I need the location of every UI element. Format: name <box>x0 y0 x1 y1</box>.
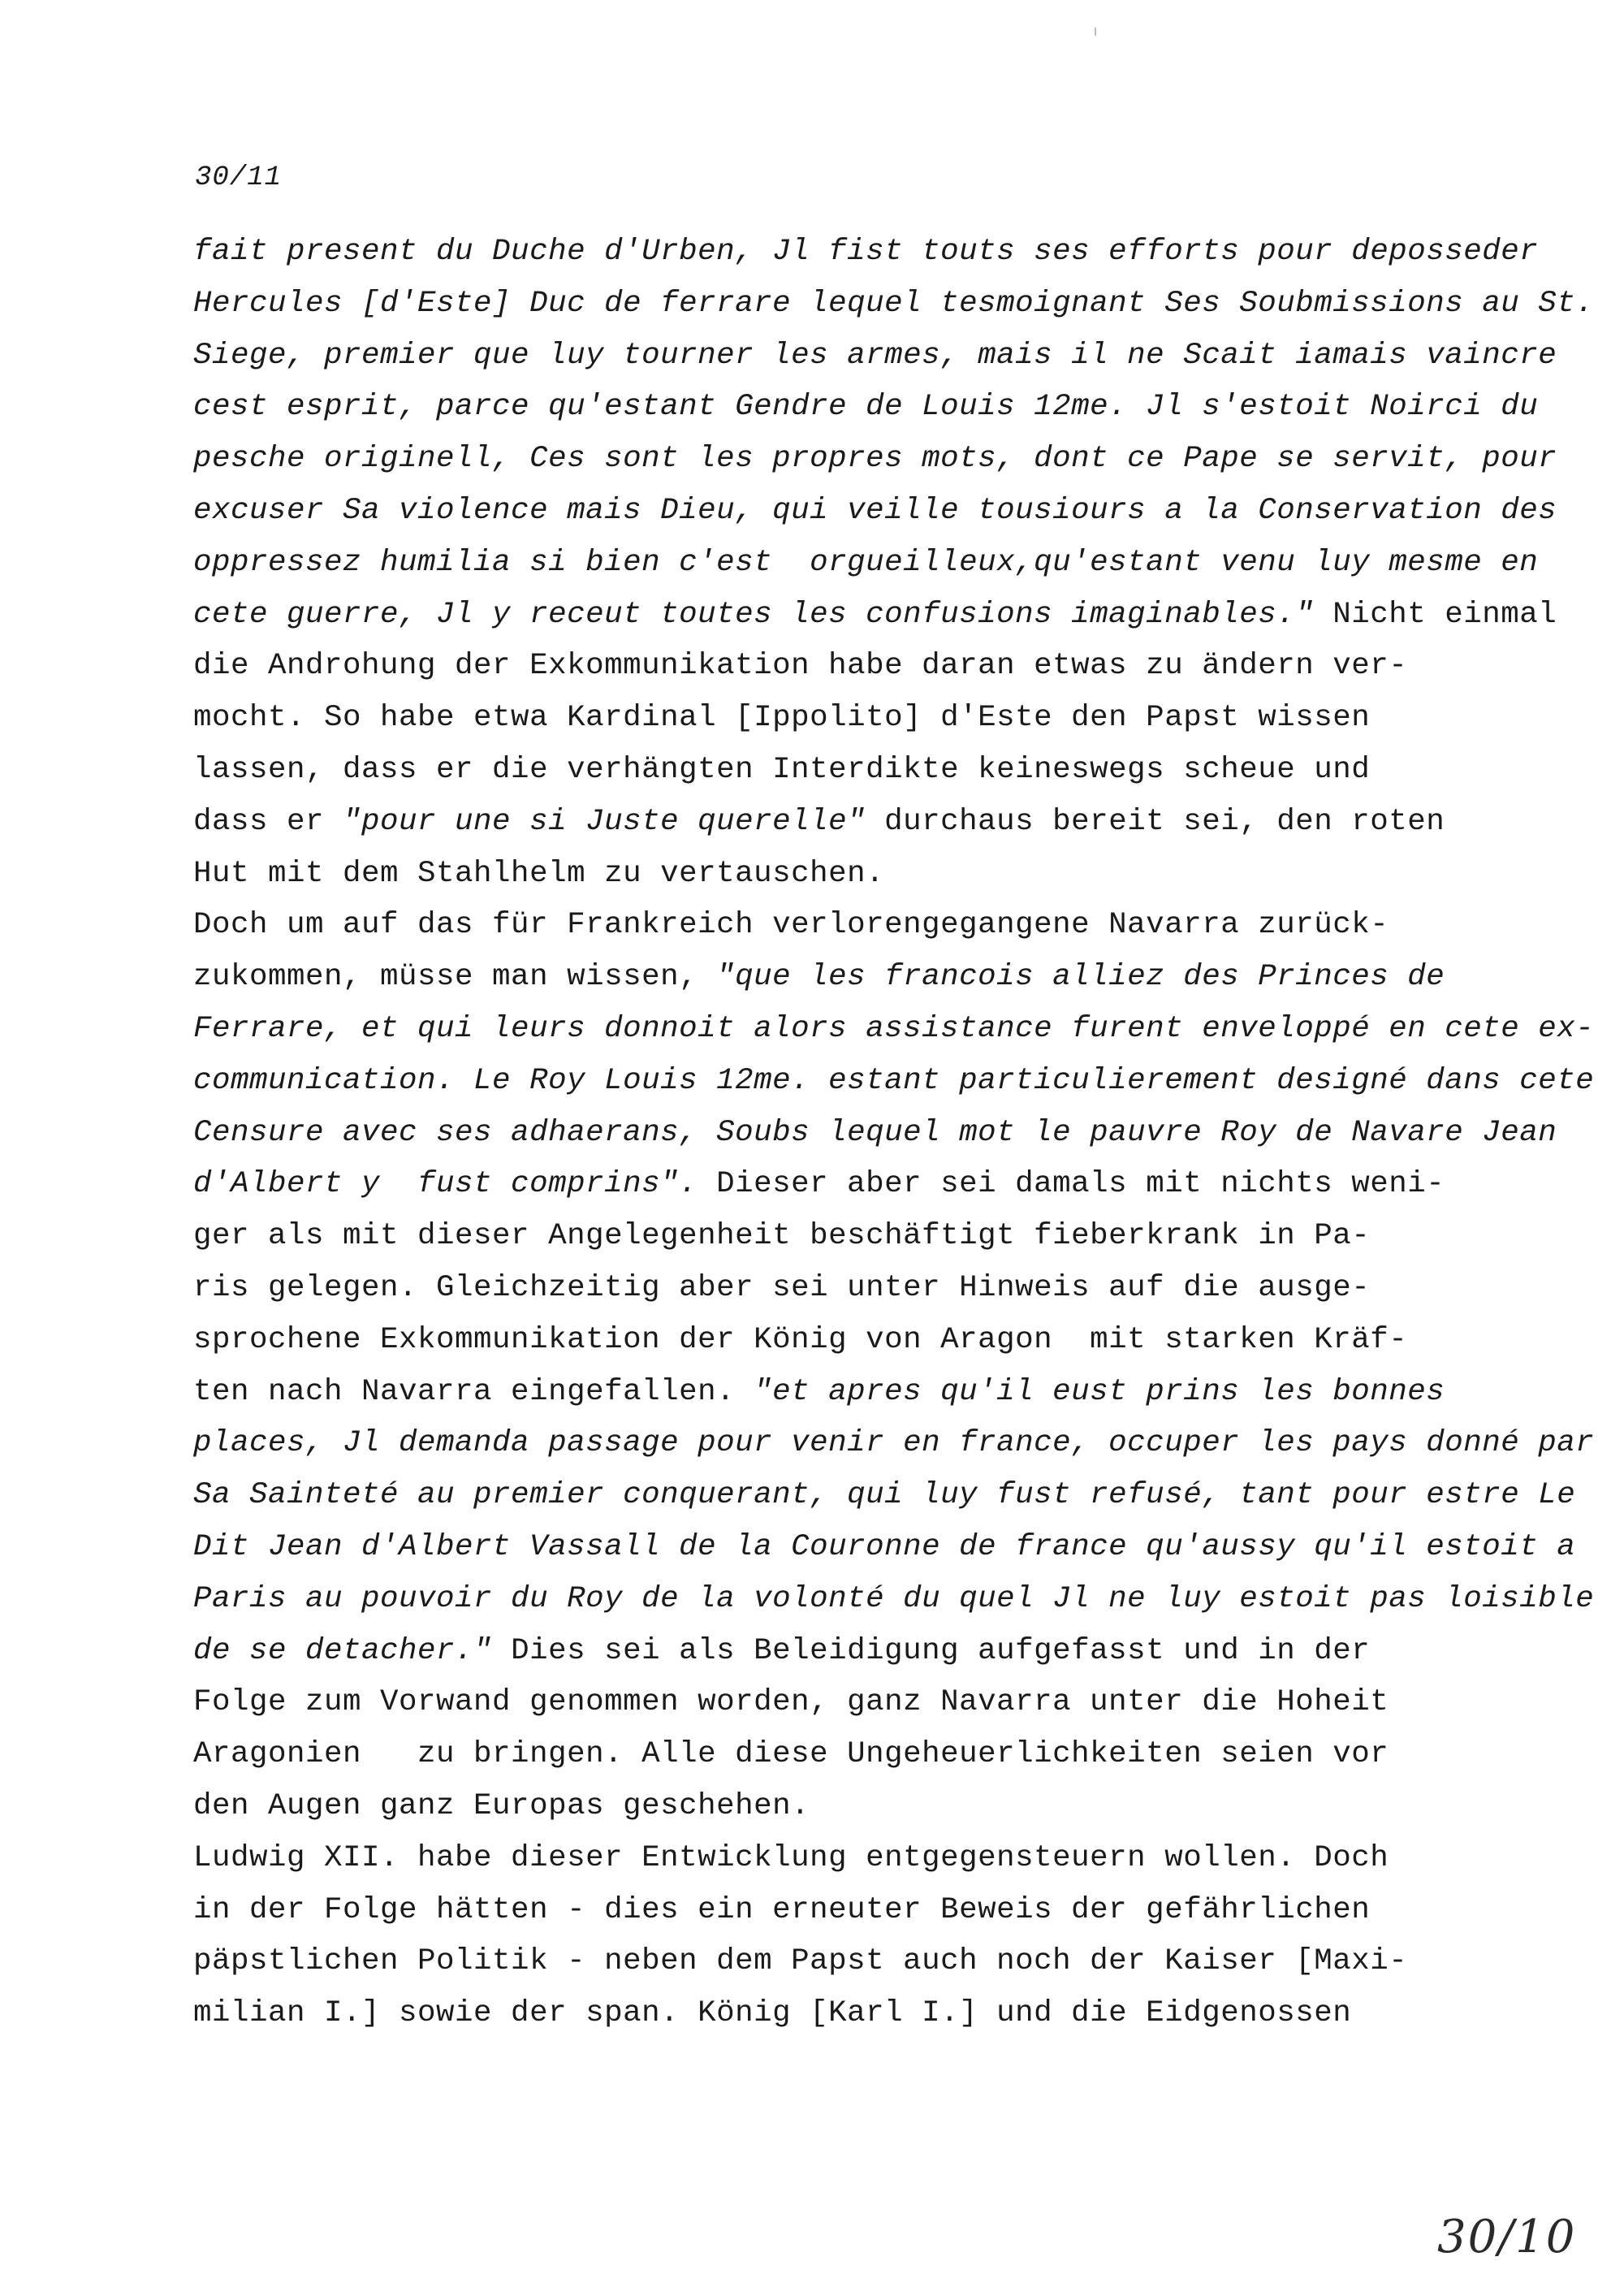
french-quote-segment: "pour une si Juste querelle" <box>343 804 866 839</box>
french-quote-segment: Dit Jean d'Albert Vassall de la Couronne de france qu'aussy qu'il estoit a <box>193 1530 1576 1564</box>
text-line <box>193 229 1538 275</box>
german-text-segment: Dies sei als Beleidigung aufgefasst und in der <box>511 1633 1371 1668</box>
german-text-segment: dass er <box>193 804 343 839</box>
german-text-segment: in der Folge hätten - dies ein erneuter Beweis der gefährlichen <box>193 1892 1371 1927</box>
text-line <box>193 1006 1594 1052</box>
french-quote-segment: communication. Le Roy Louis 12me. estant particulierement designé dans cete <box>193 1063 1595 1098</box>
german-text-segment: Doch um auf das für Frankreich verlorengegangene Navarra zurück- <box>193 908 1389 943</box>
text-line <box>193 1783 810 1829</box>
text-line <box>193 695 1370 741</box>
german-text-segment: zukommen, müsse man wissen, <box>193 960 717 995</box>
text-line <box>193 1628 1370 1674</box>
text-line <box>193 1317 1407 1363</box>
french-quote-segment: places, Jl demanda passage pour venir en france, occuper les pays donné par <box>193 1426 1595 1461</box>
text-line <box>193 643 1407 689</box>
text-line <box>193 1731 1389 1777</box>
text-line <box>193 384 1538 430</box>
text-line <box>193 1161 1445 1207</box>
french-quote-segment: d'Albert y fust comprins". <box>193 1167 717 1202</box>
german-text-segment: Aragonien zu bringen. Alle diese Ungeheuerlichkeiten seien vor <box>193 1737 1389 1772</box>
text-line <box>193 747 1370 793</box>
german-text-segment: Nicht einmal <box>1332 597 1557 632</box>
text-line <box>193 436 1557 482</box>
french-quote-segment: "et apres qu'il eust prins les bonnes <box>754 1374 1445 1409</box>
text-line <box>193 281 1594 326</box>
german-text-segment: päpstlichen Politik - neben dem Papst auch noch der Kaiser [Maxi- <box>193 1944 1408 1979</box>
french-quote-segment: Ferrare, et qui leurs donnoit alors assistance furent enveloppé en cete ex- <box>193 1012 1595 1046</box>
text-line <box>193 902 1389 948</box>
text-line <box>193 1524 1575 1570</box>
german-text-segment: Dieser aber sei damals mit nichts weni- <box>716 1167 1445 1202</box>
scan-mark <box>1095 28 1096 36</box>
french-quote-segment: cest esprit, parce qu'estant Gendre de Louis 12me. Jl s'estoit Noirci du <box>193 390 1539 425</box>
text-line <box>193 851 884 897</box>
german-text-segment: Folge zum Vorwand genommen worden, ganz Navarra unter die Hoheit <box>193 1685 1389 1720</box>
text-line <box>193 1213 1370 1259</box>
french-quote-segment: pesche originell, Ces sont les propres mots, dont ce Pape se servit, pour <box>193 442 1557 477</box>
french-quote-segment: Paris au pouvoir du Roy de la volonté du quel Jl ne luy estoit pas loisible <box>193 1581 1595 1616</box>
french-quote-segment: de se detacher." <box>193 1633 512 1668</box>
text-line <box>193 1835 1389 1881</box>
german-text-segment: den Augen ganz Europas geschehen. <box>193 1789 810 1823</box>
text-line <box>193 799 1445 845</box>
french-quote-segment: Siege, premier que luy tourner les armes, mais il ne Scait iamais vaincre <box>193 338 1557 373</box>
french-quote-segment: cete guerre, Jl y receut toutes les confusions imaginables." <box>193 597 1333 632</box>
french-quote-segment: excuser Sa violence mais Dieu, qui veille tousiours a la Conservation des <box>193 494 1557 528</box>
text-line <box>193 1576 1594 1622</box>
page-number: 30/11 <box>195 162 283 193</box>
german-text-segment: sprochene Exkommunikation der König von Aragon mit starken Kräf- <box>193 1322 1408 1357</box>
french-quote-segment: Censure avec ses adhaerans, Soubs lequel mot le pauvre Roy de Navare Jean <box>193 1115 1557 1150</box>
handwritten-page-number: 30/10 <box>1437 2211 1577 2263</box>
french-quote-segment: "que les francois alliez des Princes de <box>716 960 1445 995</box>
text-line <box>193 1939 1407 1984</box>
text-line <box>193 1265 1370 1311</box>
text-line <box>193 1887 1370 1933</box>
german-text-segment: ger als mit dieser Angelegenheit beschäftigt fieberkrank in Pa- <box>193 1219 1371 1254</box>
german-text-segment: durchaus bereit sei, den roten <box>866 804 1445 839</box>
text-line <box>193 1369 1445 1415</box>
german-text-segment: lassen, dass er die verhängten Interdikte keineswegs scheue und <box>193 753 1371 787</box>
text-line <box>193 1991 1351 2036</box>
french-quote-segment: oppressez humilia si bien c'est orgueilleux,qu'estant venu luy mesme en <box>193 545 1539 580</box>
text-line <box>193 1680 1389 1725</box>
french-quote-segment: fait present du Duche d'Urben, Jl fist touts ses efforts pour deposseder <box>193 235 1539 269</box>
text-line <box>193 1110 1557 1156</box>
french-quote-segment: Hercules [d'Este] Duc de ferrare lequel tesmoignant Ses Soubmissions au St. <box>193 286 1595 321</box>
text-line <box>193 540 1538 586</box>
german-text-segment: milian I.] sowie der span. König [Karl I.] und die Eidgenossen <box>193 1996 1352 2031</box>
german-text-segment: die Androhung der Exkommunikation habe daran etwas zu ändern ver- <box>193 649 1408 684</box>
german-text-segment: mocht. So habe etwa Kardinal [Ippolito] d'Este den Papst wissen <box>193 701 1371 736</box>
text-line <box>193 1472 1575 1518</box>
text-line <box>193 488 1557 534</box>
text-line <box>193 333 1557 378</box>
text-line <box>193 592 1557 638</box>
text-line <box>193 1058 1594 1104</box>
text-line <box>193 1420 1594 1466</box>
french-quote-segment: Sa Sainteté au premier conquerant, qui luy fust refusé, tant pour estre Le <box>193 1478 1576 1513</box>
german-text-segment: Hut mit dem Stahlhelm zu vertauschen. <box>193 856 885 891</box>
text-line <box>193 954 1445 1000</box>
german-text-segment: ris gelegen. Gleichzeitig aber sei unter Hinweis auf die ausge- <box>193 1271 1371 1305</box>
german-text-segment: ten nach Navarra eingefallen. <box>193 1374 754 1409</box>
german-text-segment: Ludwig XII. habe dieser Entwicklung entgegensteuern wollen. Doch <box>193 1840 1389 1875</box>
